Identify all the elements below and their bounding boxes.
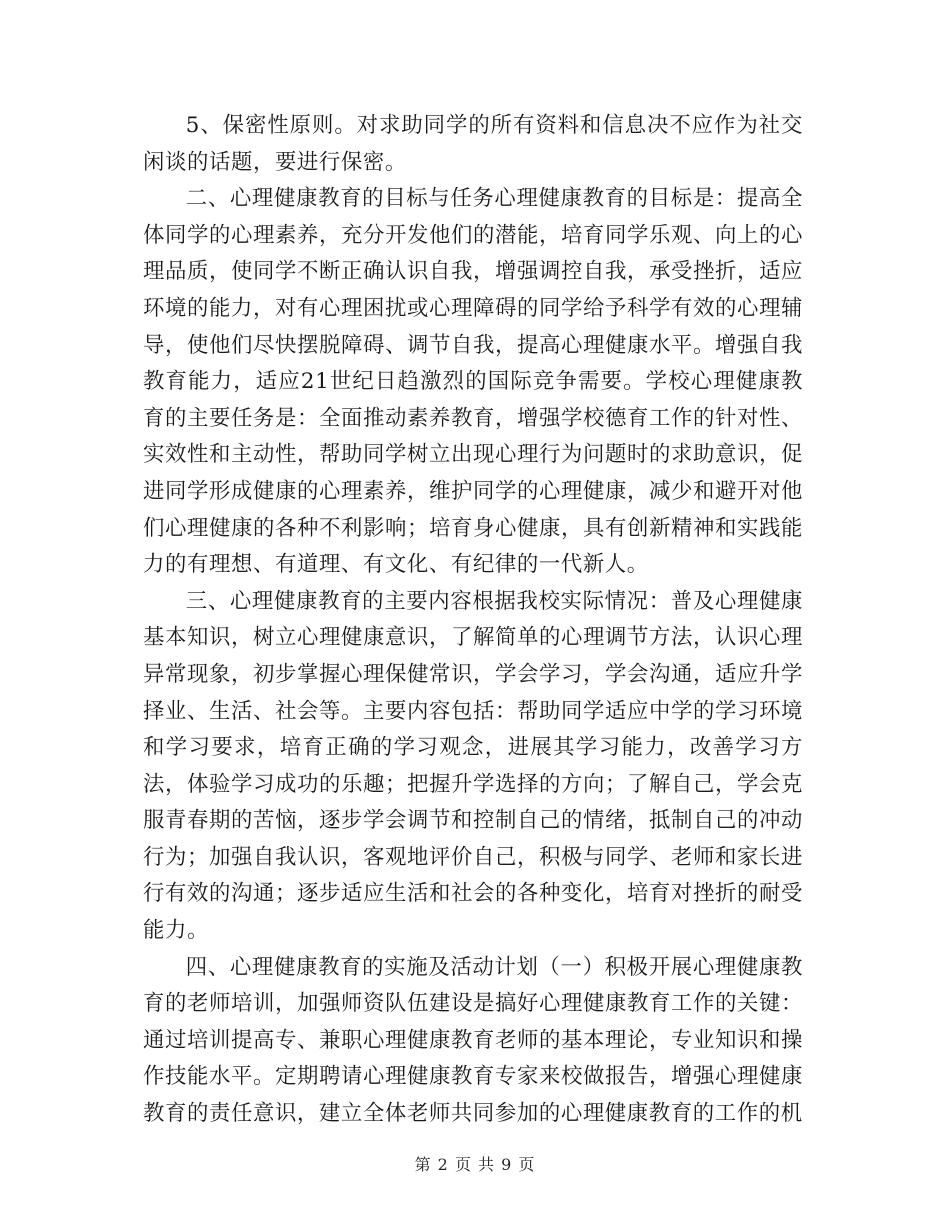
paragraph-confidentiality-principle: 5、保密性原则。对求助同学的所有资料和信息决不应作为社交闲谈的话题，要进行保密。 xyxy=(143,113,803,175)
paragraph-goals-and-tasks: 二、心理健康教育的目标与任务心理健康教育的目标是：提高全体同学的心理素养，充分开发他们的潜能，培育同学乐观、向上的心理品质，使同学不断正确认识自我，增强调控自我，承受挫折，适应环境的能力，对有心理困扰或心理障碍的同学给予科学有效的心理辅导，使他们尽快摆脱障碍、调节自我，提高心理健康水平。增强自我教育能力，适应21世纪日趋激烈的国际竞争需要。学校心理健康教育的主要任务是：全面推动素养教育，增强学校德育工作的针对性、实效性和主动性，帮助同学树立出现心理行为问题时的求助意识，促进同学形成健康的心理素养，维护同学的心理健康，减少和避开对他们心理健康的各种不利影响；培育身心健康，具有创新精神和实践能力的有理想、有道理、有文化、有纪律的一代新人。 xyxy=(143,186,803,578)
paragraph-implementation-plan: 四、心理健康教育的实施及活动计划（一）积极开展心理健康教育的老师培训，加强师资队伍建设是搞好心理健康教育工作的关键：通过培训提高专、兼职心理健康教育老师的基本理论，专业知识和操作技能水平。定期聘请心理健康教育专家来校做报告，增强心理健康教育的责任意识，建立全体老师共同参加的心理健康教育的工作的机 xyxy=(143,954,803,1127)
document-body xyxy=(143,108,803,1133)
paragraph-main-content: 三、心理健康教育的主要内容根据我校实际情况：普及心理健康基本知识，树立心理健康意识，了解简单的心理调节方法，认识心理异常现象，初步掌握心理保健常识，学会学习，学会沟通，适应升学择业、生活、社会等。主要内容包括：帮助同学适应中学的学习环境和学习要求，培育正确的学习观念，进展其学习能力，改善学习方法，体验学习成功的乐趣；把握升学选择的方向；了解自己，学会克服青春期的苦恼，逐步学会调节和控制自己的情绪，抵制自己的冲动行为；加强自我认识，客观地评价自己，积极与同学、老师和家长进行有效的沟通；逐步适应生活和社会的各种变化，培育对挫折的耐受能力。 xyxy=(143,588,803,944)
page-footer: 第 2 页 共 9 页 xyxy=(414,1155,536,1174)
